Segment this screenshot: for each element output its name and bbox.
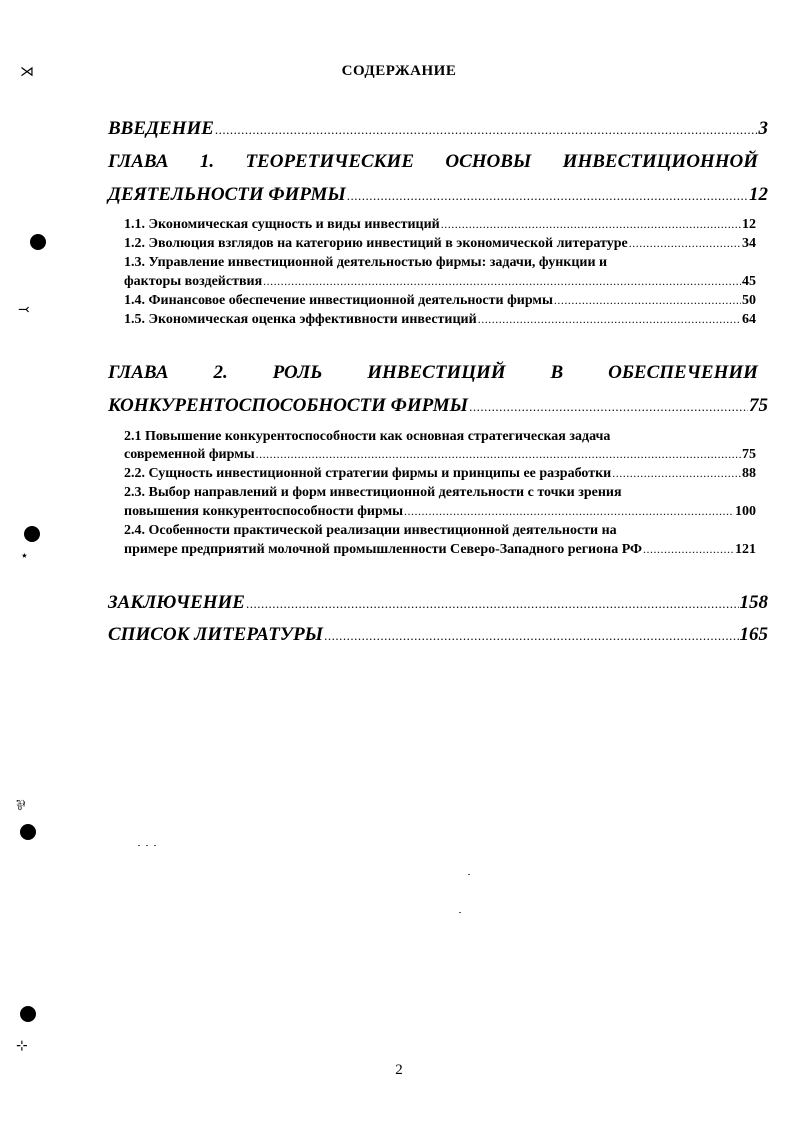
toc-references xyxy=(108,624,768,646)
dot-leader xyxy=(256,447,741,463)
toc-page: 45 xyxy=(742,274,756,289)
toc-label: ВВЕДЕНИЕ xyxy=(108,118,214,139)
toc-label: современной фирмы xyxy=(124,447,255,462)
toc-section xyxy=(124,236,756,252)
dot-leader xyxy=(347,184,748,206)
chapter-word: ГЛАВА xyxy=(108,151,169,172)
margin-mark-icon: ⅌ xyxy=(16,799,26,814)
dot-leader xyxy=(612,466,741,482)
toc-section xyxy=(124,217,756,233)
margin-mark-icon: ⋆ xyxy=(20,549,29,564)
dot-leader xyxy=(643,542,734,558)
chapter-word: В xyxy=(550,362,564,383)
toc-conclusion xyxy=(108,592,768,614)
chapter-word: РОЛЬ xyxy=(272,362,323,383)
toc-section xyxy=(124,274,756,290)
page-number: 2 xyxy=(395,1062,403,1078)
toc-intro xyxy=(108,118,768,140)
margin-mark-icon: ⊹ xyxy=(16,1039,28,1054)
toc-page: 12 xyxy=(749,184,768,205)
binding-hole xyxy=(20,1006,36,1022)
toc-label: 1.1. Экономическая сущность и виды инвестиций xyxy=(124,217,440,232)
binding-hole xyxy=(24,526,40,542)
toc-section-line1: 2.4. Особенности практической реализации инвестиционной деятельности на xyxy=(124,523,617,538)
chapter-2-heading xyxy=(108,362,758,384)
toc-section xyxy=(124,466,756,482)
dot-leader xyxy=(554,293,741,309)
dot-leader xyxy=(246,592,739,614)
dot-leader xyxy=(441,217,741,233)
toc-page: 158 xyxy=(739,592,768,613)
dot-leader xyxy=(629,236,741,252)
toc-label: 1.4. Финансовое обеспечение инвестиционной деятельности фирмы xyxy=(124,293,553,308)
toc-page: 75 xyxy=(742,447,756,462)
toc-section-line1: 2.1 Повышение конкурентоспособности как основная стратегическая задача xyxy=(124,429,611,444)
toc-page: 50 xyxy=(742,293,756,308)
toc-label: 2.2. Сущность инвестиционной стратегии фирмы и принципы ее разработки xyxy=(124,466,612,481)
toc-label: 1.5. Экономическая оценка эффективности инвестиций xyxy=(124,312,477,327)
dot-leader xyxy=(404,504,734,520)
toc-section xyxy=(124,504,756,520)
toc-page: 64 xyxy=(742,312,756,327)
toc-label: повышения конкурентоспособности фирмы xyxy=(124,504,404,519)
toc-page: 165 xyxy=(739,624,768,645)
page-title: СОДЕРЖАНИЕ xyxy=(341,63,457,79)
toc-label: факторы воздействия xyxy=(124,274,263,289)
chapter-1-title xyxy=(108,184,768,206)
toc-label: КОНКУРЕНТОСПОСОБНОСТИ ФИРМЫ xyxy=(108,395,469,416)
scan-speck xyxy=(468,874,470,875)
chapter-word: ИНВЕСТИЦИЙ xyxy=(367,362,506,383)
toc-section xyxy=(124,542,756,558)
dot-leader xyxy=(215,118,758,140)
binding-hole xyxy=(30,234,46,250)
chapter-word: ОБЕСПЕЧЕНИИ xyxy=(608,362,758,383)
chapter-word: 2. xyxy=(213,362,228,383)
toc-label: ЗАКЛЮЧЕНИЕ xyxy=(108,592,245,613)
chapter-word: ТЕОРЕТИЧЕСКИЕ xyxy=(245,151,414,172)
scan-speck xyxy=(154,845,156,846)
toc-page: 100 xyxy=(735,504,756,519)
chapter-word: ОСНОВЫ xyxy=(445,151,532,172)
binding-hole xyxy=(20,824,36,840)
chapter-2-title xyxy=(108,395,768,417)
toc-section xyxy=(124,312,756,328)
scan-speck xyxy=(459,912,461,913)
toc-page: 75 xyxy=(749,395,768,416)
toc-label: примере предприятий молочной промышленности Северо-Западного региона РФ xyxy=(124,542,643,557)
chapter-1-heading xyxy=(108,151,758,173)
margin-mark-icon: ⋊ xyxy=(20,65,34,80)
scan-speck xyxy=(146,845,148,846)
chapter-word: ГЛАВА xyxy=(108,362,169,383)
dot-leader xyxy=(478,312,741,328)
scan-speck xyxy=(138,845,140,846)
dot-leader xyxy=(263,274,741,290)
toc-section-line1: 2.3. Выбор направлений и форм инвестиционной деятельности с точки зрения xyxy=(124,485,622,500)
toc-section xyxy=(124,293,756,309)
chapter-word: ИНВЕСТИЦИОННОЙ xyxy=(562,151,758,172)
toc-label: СПИСОК ЛИТЕРАТУРЫ xyxy=(108,624,324,645)
toc-page: 34 xyxy=(742,236,756,251)
toc-page: 88 xyxy=(742,466,756,481)
toc-section xyxy=(124,447,756,463)
toc-page: 3 xyxy=(758,118,768,139)
toc-label: ДЕЯТЕЛЬНОСТИ ФИРМЫ xyxy=(108,184,346,205)
chapter-word: 1. xyxy=(199,151,215,172)
toc-page: 121 xyxy=(735,542,756,557)
dot-leader xyxy=(324,624,738,646)
toc-page: 12 xyxy=(742,217,756,232)
margin-mark-icon: ⤙ xyxy=(18,303,30,318)
toc-label: 1.2. Эволюция взглядов на категорию инвестиций в экономической литературе xyxy=(124,236,628,251)
dot-leader xyxy=(469,395,748,417)
toc-section-line1: 1.3. Управление инвестиционной деятельностью фирмы: задачи, функции и xyxy=(124,255,608,270)
